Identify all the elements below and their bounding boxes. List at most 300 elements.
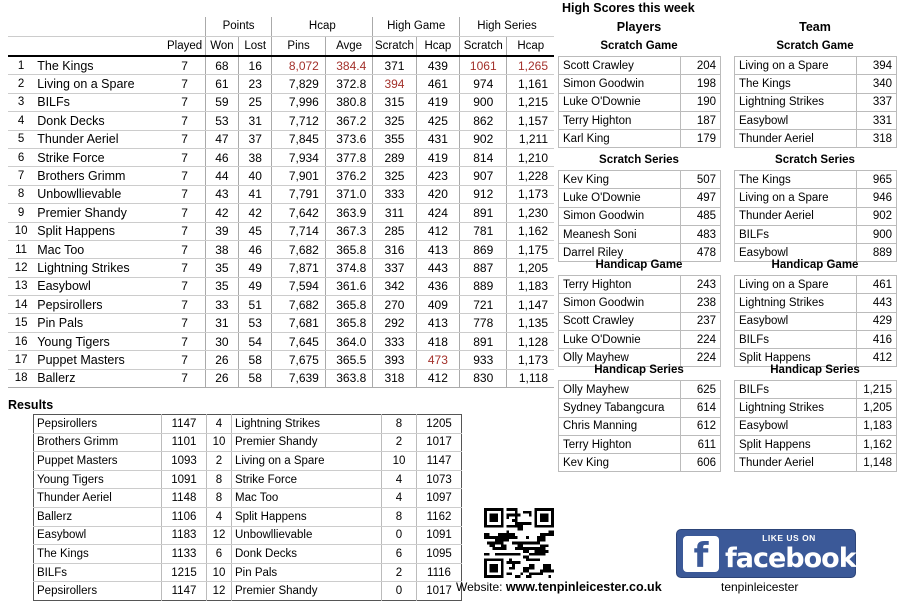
facebook-handle: tenpinleicester <box>721 580 799 594</box>
league-cell-pins: 7,791 <box>272 185 325 203</box>
result-score-a: 1093 <box>162 452 207 471</box>
players-score-value: 614 <box>681 399 721 417</box>
facebook-wordmark: facebook <box>725 543 856 574</box>
result-team-b: Pin Pals <box>232 563 382 582</box>
players-score-row <box>559 312 721 330</box>
players-score-value: 478 <box>681 244 721 262</box>
team-score-value: 1,205 <box>857 399 897 417</box>
league-cell-hg_h: 436 <box>416 277 459 295</box>
league-cell-hs_h: 1,118 <box>507 369 554 387</box>
result-team-b: Split Happens <box>232 507 382 526</box>
players-score-row <box>559 294 721 312</box>
league-cell-lost: 54 <box>239 332 272 350</box>
team-score-row <box>735 312 897 330</box>
team-high-score-table <box>734 380 897 472</box>
team-section-heading: Handicap Game <box>771 259 859 271</box>
league-cell-hg_h: 418 <box>416 332 459 350</box>
team-score-row <box>735 417 897 435</box>
team-score-name: Thunder Aeriel <box>735 130 857 148</box>
players-score-row <box>559 207 721 225</box>
league-cell-avge: 374.8 <box>325 259 372 277</box>
league-cell-avge: 361.6 <box>325 277 372 295</box>
col-played: Played <box>164 36 205 56</box>
league-cell-hs_h: 1,215 <box>507 93 554 111</box>
result-row <box>34 470 462 489</box>
league-cell-won: 43 <box>205 185 238 203</box>
league-cell-lost: 31 <box>239 112 272 130</box>
players-high-score-table <box>558 56 721 148</box>
league-row <box>8 204 554 222</box>
league-cell-hs_h: 1,230 <box>507 204 554 222</box>
team-score-name: Lightning Strikes <box>735 93 857 111</box>
league-cell-pins: 7,642 <box>272 204 325 222</box>
result-points-a: 8 <box>207 470 232 489</box>
team-score-value: 318 <box>857 130 897 148</box>
team-score-row <box>735 225 897 243</box>
league-cell-won: 68 <box>205 56 238 75</box>
league-cell-won: 26 <box>205 369 238 387</box>
league-cell-team: Thunder Aeriel <box>34 130 164 148</box>
league-row <box>8 75 554 93</box>
players-score-row <box>559 111 721 129</box>
league-row <box>8 93 554 111</box>
league-cell-team: Ballerz <box>34 369 164 387</box>
players-score-value: 243 <box>681 276 721 294</box>
league-cell-hs_s: 869 <box>460 240 507 258</box>
league-cell-hg_h: 412 <box>416 369 459 387</box>
players-score-value: 606 <box>681 454 721 472</box>
players-score-value: 237 <box>681 312 721 330</box>
group-hcap: Hcap <box>272 17 373 36</box>
team-score-row <box>735 171 897 189</box>
league-cell-team: Easybowl <box>34 277 164 295</box>
players-score-name: Kev King <box>559 454 681 472</box>
results-title: Results <box>8 398 54 412</box>
result-row <box>34 452 462 471</box>
league-cell-pins: 7,645 <box>272 332 325 350</box>
result-score-b: 1205 <box>417 415 462 434</box>
team-score-value: 394 <box>857 57 897 75</box>
players-score-name: Terry Highton <box>559 111 681 129</box>
players-score-value: 483 <box>681 225 721 243</box>
result-points-b: 0 <box>382 582 417 601</box>
result-team-b: Lightning Strikes <box>232 415 382 434</box>
league-cell-hs_h: 1,157 <box>507 112 554 130</box>
league-cell-avge: 367.2 <box>325 112 372 130</box>
league-cell-hs_s: 907 <box>460 167 507 185</box>
league-cell-won: 44 <box>205 167 238 185</box>
league-cell-hs_s: 721 <box>460 296 507 314</box>
result-points-b: 6 <box>382 545 417 564</box>
team-score-name: Easybowl <box>735 111 857 129</box>
league-cell-played: 7 <box>164 56 205 75</box>
result-row <box>34 563 462 582</box>
players-section-heading: Scratch Series <box>599 154 679 166</box>
result-team-a: Young Tigers <box>34 470 162 489</box>
team-high-score-table <box>734 170 897 262</box>
team-section-heading: Handicap Series <box>770 364 860 376</box>
league-cell-played: 7 <box>164 259 205 277</box>
players-score-name: Simon Goodwin <box>559 75 681 93</box>
result-row <box>34 415 462 434</box>
players-score-row <box>559 93 721 111</box>
players-score-row <box>559 75 721 93</box>
league-cell-avge: 365.8 <box>325 240 372 258</box>
league-cell-team: Living on a Spare <box>34 75 164 93</box>
league-cell-avge: 365.5 <box>325 351 372 369</box>
result-score-b: 1116 <box>417 563 462 582</box>
league-row <box>8 112 554 130</box>
league-cell-pins: 8,072 <box>272 56 325 75</box>
players-score-name: Scott Crawley <box>559 312 681 330</box>
league-cell-pins: 7,675 <box>272 351 325 369</box>
league-cell-hg_s: 394 <box>373 75 416 93</box>
players-score-row <box>559 435 721 453</box>
players-heading: Players <box>616 20 662 34</box>
league-cell-hg_s: 393 <box>373 351 416 369</box>
col-lost: Lost <box>239 36 272 56</box>
result-score-a: 1183 <box>162 526 207 545</box>
team-score-value: 900 <box>857 225 897 243</box>
league-cell-pins: 7,594 <box>272 277 325 295</box>
league-cell-hs_s: 778 <box>460 314 507 332</box>
league-cell-team: Puppet Masters <box>34 351 164 369</box>
players-score-row <box>559 225 721 243</box>
team-score-row <box>735 111 897 129</box>
team-section-heading: Scratch Series <box>775 154 855 166</box>
team-score-row <box>735 75 897 93</box>
league-row <box>8 296 554 314</box>
league-cell-lost: 42 <box>239 204 272 222</box>
result-score-b: 1073 <box>417 470 462 489</box>
team-score-value: 1,183 <box>857 417 897 435</box>
league-row <box>8 351 554 369</box>
col-hg-scratch: Scratch <box>373 36 416 56</box>
league-cell-played: 7 <box>164 351 205 369</box>
result-points-b: 8 <box>382 415 417 434</box>
league-cell-hs_h: 1,135 <box>507 314 554 332</box>
league-cell-lost: 41 <box>239 185 272 203</box>
players-score-name: Terry Highton <box>559 435 681 453</box>
league-row <box>8 259 554 277</box>
team-score-row <box>735 189 897 207</box>
league-cell-played: 7 <box>164 314 205 332</box>
league-cell-hg_s: 285 <box>373 222 416 240</box>
team-score-value: 416 <box>857 330 897 348</box>
league-cell-played: 7 <box>164 369 205 387</box>
result-team-b: Premier Shandy <box>232 582 382 601</box>
league-cell-played: 7 <box>164 185 205 203</box>
league-cell-hs_h: 1,205 <box>507 259 554 277</box>
league-cell-hg_s: 311 <box>373 204 416 222</box>
league-cell-avge: 367.3 <box>325 222 372 240</box>
result-row <box>34 507 462 526</box>
league-cell-pins: 7,871 <box>272 259 325 277</box>
league-cell-hg_h: 409 <box>416 296 459 314</box>
league-cell-won: 46 <box>205 148 238 166</box>
results-table <box>33 414 462 601</box>
league-cell-hs_h: 1,147 <box>507 296 554 314</box>
league-cell-hg_s: 371 <box>373 56 416 75</box>
league-cell-hs_h: 1,161 <box>507 75 554 93</box>
league-cell-hs_s: 781 <box>460 222 507 240</box>
league-cell-avge: 384.4 <box>325 56 372 75</box>
league-cell-played: 7 <box>164 332 205 350</box>
result-points-a: 4 <box>207 507 232 526</box>
league-cell-hg_h: 473 <box>416 351 459 369</box>
team-score-row <box>735 330 897 348</box>
team-score-name: Living on a Spare <box>735 276 857 294</box>
league-cell-avge: 365.8 <box>325 296 372 314</box>
league-cell-hs_s: 814 <box>460 148 507 166</box>
website-line <box>456 580 662 594</box>
players-score-row <box>559 189 721 207</box>
team-score-value: 946 <box>857 189 897 207</box>
team-score-value: 902 <box>857 207 897 225</box>
league-cell-hg_h: 419 <box>416 93 459 111</box>
league-cell-hs_s: 933 <box>460 351 507 369</box>
league-row <box>8 277 554 295</box>
league-cell-hg_s: 318 <box>373 369 416 387</box>
group-points: Points <box>205 17 272 36</box>
league-cell-hg_s: 315 <box>373 93 416 111</box>
league-cell-hs_h: 1,162 <box>507 222 554 240</box>
league-cell-pos: 12 <box>8 259 34 277</box>
result-team-a: Ballerz <box>34 507 162 526</box>
result-team-b: Premier Shandy <box>232 433 382 452</box>
result-score-b: 1095 <box>417 545 462 564</box>
team-score-row <box>735 57 897 75</box>
result-team-a: Brothers Grimm <box>34 433 162 452</box>
league-cell-hg_s: 270 <box>373 296 416 314</box>
players-score-row <box>559 130 721 148</box>
result-points-b: 10 <box>382 452 417 471</box>
team-score-value: 331 <box>857 111 897 129</box>
team-score-name: Lightning Strikes <box>735 294 857 312</box>
league-cell-hg_s: 333 <box>373 185 416 203</box>
result-score-a: 1147 <box>162 582 207 601</box>
league-row <box>8 148 554 166</box>
col-won: Won <box>205 36 238 56</box>
team-score-value: 1,215 <box>857 381 897 399</box>
team-score-name: The Kings <box>735 75 857 93</box>
team-score-name: BILFs <box>735 225 857 243</box>
team-high-score-table <box>734 56 897 148</box>
qr-code <box>484 508 554 578</box>
league-cell-hs_s: 830 <box>460 369 507 387</box>
result-team-a: Pepsirollers <box>34 415 162 434</box>
league-cell-lost: 53 <box>239 314 272 332</box>
league-cell-pins: 7,639 <box>272 369 325 387</box>
league-cell-won: 39 <box>205 222 238 240</box>
players-score-value: 485 <box>681 207 721 225</box>
result-points-b: 0 <box>382 526 417 545</box>
league-cell-avge: 380.8 <box>325 93 372 111</box>
website-label: Website: <box>456 580 506 594</box>
team-score-value: 429 <box>857 312 897 330</box>
league-cell-lost: 23 <box>239 75 272 93</box>
league-cell-hg_s: 355 <box>373 130 416 148</box>
league-cell-pins: 7,829 <box>272 75 325 93</box>
players-score-value: 612 <box>681 417 721 435</box>
league-cell-hg_h: 461 <box>416 75 459 93</box>
league-cell-hg_h: 420 <box>416 185 459 203</box>
league-cell-hs_s: 912 <box>460 185 507 203</box>
league-cell-hs_s: 900 <box>460 93 507 111</box>
league-cell-played: 7 <box>164 93 205 111</box>
players-score-name: Kev King <box>559 171 681 189</box>
league-cell-team: Brothers Grimm <box>34 167 164 185</box>
league-cell-hs_h: 1,210 <box>507 148 554 166</box>
league-cell-pins: 7,714 <box>272 222 325 240</box>
league-cell-pins: 7,682 <box>272 240 325 258</box>
league-cell-hg_s: 325 <box>373 167 416 185</box>
players-score-name: Simon Goodwin <box>559 294 681 312</box>
league-cell-hs_s: 974 <box>460 75 507 93</box>
players-section-heading: Handicap Series <box>594 364 684 376</box>
col-avge: Avge <box>325 36 372 56</box>
league-cell-hs_h: 1,265 <box>507 56 554 75</box>
league-cell-avge: 365.8 <box>325 314 372 332</box>
league-cell-lost: 38 <box>239 148 272 166</box>
team-score-name: BILFs <box>735 330 857 348</box>
result-team-a: BILFs <box>34 563 162 582</box>
result-score-b: 1091 <box>417 526 462 545</box>
league-cell-avge: 363.8 <box>325 369 372 387</box>
team-score-value: 461 <box>857 276 897 294</box>
league-cell-lost: 45 <box>239 222 272 240</box>
result-score-b: 1162 <box>417 507 462 526</box>
col-hs-scratch: Scratch <box>460 36 507 56</box>
league-cell-team: Mac Too <box>34 240 164 258</box>
players-score-value: 625 <box>681 381 721 399</box>
players-score-name: Karl King <box>559 130 681 148</box>
players-score-name: Meanesh Soni <box>559 225 681 243</box>
website-url[interactable]: www.tenpinleicester.co.uk <box>505 580 662 594</box>
team-heading: Team <box>799 20 831 34</box>
league-row <box>8 130 554 148</box>
team-score-value: 337 <box>857 93 897 111</box>
result-points-a: 8 <box>207 489 232 508</box>
league-cell-hg_s: 292 <box>373 314 416 332</box>
result-points-a: 10 <box>207 433 232 452</box>
players-score-name: Luke O'Downie <box>559 330 681 348</box>
result-row <box>34 582 462 601</box>
col-hg-hcap: Hcap <box>416 36 459 56</box>
result-score-a: 1147 <box>162 415 207 434</box>
league-cell-pins: 7,681 <box>272 314 325 332</box>
league-cell-played: 7 <box>164 112 205 130</box>
result-score-b: 1097 <box>417 489 462 508</box>
players-score-value: 179 <box>681 130 721 148</box>
league-row <box>8 167 554 185</box>
players-score-name: Olly Mayhew <box>559 349 681 367</box>
result-team-b: Living on a Spare <box>232 452 382 471</box>
group-high-series: High Series <box>460 17 554 36</box>
league-cell-avge: 372.8 <box>325 75 372 93</box>
team-score-value: 412 <box>857 349 897 367</box>
players-score-row <box>559 171 721 189</box>
team-score-value: 340 <box>857 75 897 93</box>
league-cell-hs_s: 862 <box>460 112 507 130</box>
league-cell-lost: 16 <box>239 56 272 75</box>
league-row <box>8 222 554 240</box>
league-cell-lost: 58 <box>239 351 272 369</box>
league-cell-hg_h: 425 <box>416 112 459 130</box>
team-score-row <box>735 435 897 453</box>
league-cell-won: 38 <box>205 240 238 258</box>
result-team-a: Pepsirollers <box>37 585 98 598</box>
result-score-b: 1017 <box>417 582 462 601</box>
league-cell-hg_h: 443 <box>416 259 459 277</box>
team-score-name: Easybowl <box>735 244 857 262</box>
league-cell-won: 31 <box>205 314 238 332</box>
league-cell-pos: 8 <box>8 185 34 203</box>
players-high-score-table <box>558 275 721 367</box>
players-score-name: Sydney Tabangcura <box>559 399 681 417</box>
players-high-score-table <box>558 380 721 472</box>
team-score-row <box>735 93 897 111</box>
team-score-value: 965 <box>857 171 897 189</box>
league-row <box>8 332 554 350</box>
players-score-name: Terry Highton <box>559 276 681 294</box>
league-cell-pos: 14 <box>8 296 34 314</box>
league-cell-played: 7 <box>164 240 205 258</box>
league-header-columns <box>8 36 554 56</box>
result-team-b: Strike Force <box>232 470 382 489</box>
league-cell-pins: 7,845 <box>272 130 325 148</box>
players-section-heading: Handicap Game <box>595 259 683 271</box>
league-cell-hs_h: 1,228 <box>507 167 554 185</box>
league-cell-avge: 371.0 <box>325 185 372 203</box>
league-cell-hg_s: 337 <box>373 259 416 277</box>
facebook-badge[interactable] <box>676 529 856 578</box>
result-score-a: 1148 <box>162 489 207 508</box>
league-cell-pos: 2 <box>8 75 34 93</box>
league-cell-pins: 7,934 <box>272 148 325 166</box>
league-row <box>8 56 554 75</box>
players-score-name: Olly Mayhew <box>559 381 681 399</box>
league-cell-hg_h: 439 <box>416 56 459 75</box>
result-points-b: 2 <box>382 563 417 582</box>
team-score-name: Split Happens <box>735 435 857 453</box>
league-cell-pins: 7,996 <box>272 93 325 111</box>
players-score-name: Chris Manning <box>559 417 681 435</box>
league-cell-played: 7 <box>164 222 205 240</box>
league-cell-pos: 5 <box>8 130 34 148</box>
league-cell-hg_s: 316 <box>373 240 416 258</box>
league-cell-lost: 49 <box>239 259 272 277</box>
league-cell-lost: 25 <box>239 93 272 111</box>
league-cell-hs_s: 1061 <box>460 56 507 75</box>
league-cell-hg_h: 412 <box>416 222 459 240</box>
players-score-name: Darrel Riley <box>559 244 681 262</box>
league-cell-hs_s: 902 <box>460 130 507 148</box>
players-score-row <box>559 381 721 399</box>
result-points-a: 12 <box>207 526 232 545</box>
league-cell-team: Lightning Strikes <box>34 259 164 277</box>
league-cell-played: 7 <box>164 167 205 185</box>
players-score-name: Simon Goodwin <box>559 207 681 225</box>
league-cell-lost: 37 <box>239 130 272 148</box>
league-cell-team: Pin Pals <box>34 314 164 332</box>
league-row <box>8 369 554 387</box>
team-score-name: Lightning Strikes <box>735 399 857 417</box>
team-score-row <box>735 294 897 312</box>
league-cell-hs_h: 1,128 <box>507 332 554 350</box>
league-cell-lost: 49 <box>239 277 272 295</box>
result-score-a: 1101 <box>162 433 207 452</box>
